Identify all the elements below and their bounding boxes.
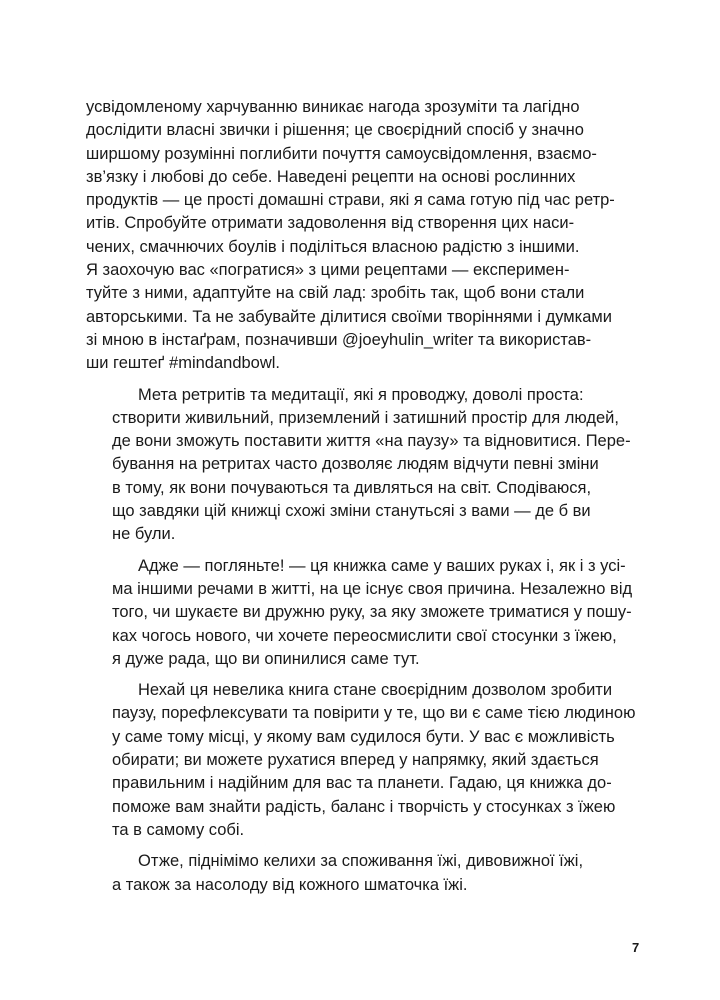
paragraph	[86, 555, 646, 671]
text-line: зв’язку і любові до себе. Наведені рецепти на основі рослинних	[86, 167, 576, 186]
text-line: та в самому собі.	[112, 820, 245, 839]
text-line: ках чогось нового, чи хочете переосмислити свої стосунки з їжею,	[112, 626, 617, 645]
text-line: чених, смачнючих боулів і поділіться власною радістю з іншими.	[86, 237, 580, 256]
text-line: де вони зможуть поставити життя «на паузу» та відновитися. Пере-	[112, 432, 631, 451]
text-line: Я заохочую вас «погратися» з цими рецептами — експеримен-	[86, 261, 570, 280]
text-line: ма іншими речами в житті, на це існує своя причина. Незалежно від	[112, 579, 633, 598]
paragraph	[86, 384, 646, 547]
text-line: а також за насолоду від кожного шматочка їжі.	[112, 875, 468, 894]
text-line: я дуже рада, що ви опинилися саме тут.	[112, 649, 420, 668]
text-line: Мета ретритів та медитації, які я проводжу, доволі проста:	[138, 385, 584, 404]
text-line: туйте з ними, адаптуйте на свій лад: зробіть так, щоб вони стали	[86, 284, 585, 303]
text-line: авторськими. Та не забувайте ділитися своїми творіннями і думками	[86, 307, 612, 326]
text-line: Отже, піднімімо келихи за споживання їжі, дивовижної їжі,	[138, 852, 584, 871]
paragraph	[86, 96, 646, 376]
text-line: ширшому розумінні поглибити почуття самоусвідомлення, взаємо-	[86, 144, 597, 163]
text-line: в тому, як вони почуваються та дивляться на світ. Сподіваюся,	[112, 478, 592, 497]
text-line: правильним і надійним для вас та планети. Гадаю, ця книжка до-	[112, 774, 612, 793]
text-line: поможе вам знайти радість, баланс і творчість у стосунках з їжею	[112, 797, 616, 816]
text-line: у саме тому місці, у якому вам судилося бути. У вас є можливість	[112, 727, 615, 746]
text-line: обирати; ви можете рухатися вперед у напрямку, який здається	[112, 751, 599, 770]
paragraph	[86, 850, 646, 897]
text-line: усвідомленому харчуванню виникає нагода зрозуміти та лагідно	[86, 98, 580, 116]
page-number: 7	[632, 940, 640, 955]
text-line: Адже — погляньте! — ця книжка саме у ваших руках і, як і з усі-	[138, 556, 626, 575]
text-line: продуктів — це прості домашні страви, які я сама готую під час ретр-	[86, 191, 615, 210]
paragraph	[86, 679, 646, 842]
text-line: того, чи шукаєте ви дружню руку, за яку зможете триматися у пошу-	[112, 603, 632, 622]
text-line: створити живильний, приземлений і затишний простір для людей,	[112, 408, 619, 427]
text-line: ши гештеґ #mindandbowl.	[86, 354, 281, 373]
text-line: не були.	[112, 525, 176, 544]
text-line: Нехай ця невелика книга стане своєрідним дозволом зробити	[138, 681, 613, 700]
text-line: паузу, порефлексувати та повірити у те, що ви є саме тією людиною	[112, 704, 636, 723]
text-line: що завдяки цій книжці схожі зміни станутьсяі з вами — де б ви	[112, 502, 591, 521]
text-line: зі мною в інстаґрам, позначивши @joeyhulin_writer та використав-	[86, 330, 592, 349]
body-text	[86, 96, 646, 905]
text-line: дослідити власні звички і рішення; це своєрідний спосіб у значно	[86, 121, 584, 140]
text-line: итів. Спробуйте отримати задоволення від створення цих наси-	[86, 214, 575, 233]
text-line: бування на ретритах часто дозволяє людям відчути певні зміни	[112, 455, 599, 474]
